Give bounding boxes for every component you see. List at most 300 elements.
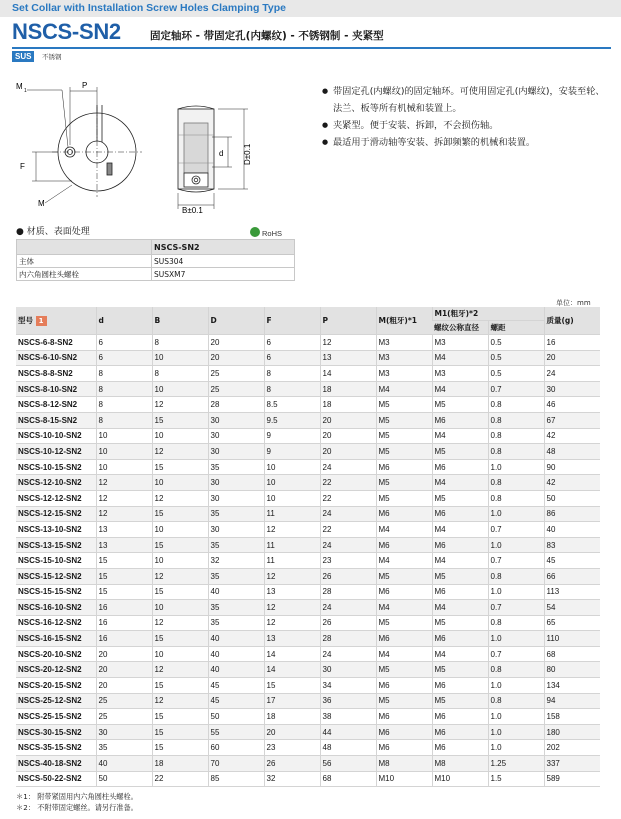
cell-m: M4 <box>376 553 432 569</box>
header-mass: 质量(g) <box>544 307 600 335</box>
cell-m: M3 <box>376 335 432 351</box>
cell-p: 24 <box>320 459 376 475</box>
cell-m: M10 <box>376 771 432 787</box>
table-row <box>16 693 600 709</box>
cell-m1-dia: M5 <box>432 662 488 678</box>
cell-f: 12 <box>264 568 320 584</box>
cell-m: M3 <box>376 350 432 366</box>
cell-d: 30 <box>96 724 152 740</box>
cell-p: 13 <box>320 350 376 366</box>
cell-m1-dia: M3 <box>432 366 488 382</box>
cell-f: 6 <box>264 350 320 366</box>
cell-d: 10 <box>96 444 152 460</box>
cell-mass: 42 <box>544 428 600 444</box>
cell-m1-dia: M6 <box>432 709 488 725</box>
header-p: P <box>320 307 376 335</box>
cell-model: NSCS-12-15-SN2 <box>16 506 96 522</box>
cell-d: 10 <box>96 459 152 475</box>
cell-model: NSCS-15-10-SN2 <box>16 553 96 569</box>
cell-D: 60 <box>208 740 264 756</box>
cell-b: 10 <box>152 475 208 491</box>
cell-D: 30 <box>208 428 264 444</box>
cell-p: 68 <box>320 771 376 787</box>
table-row <box>16 584 600 600</box>
table-row <box>16 490 600 506</box>
cell-m1-dia: M6 <box>432 412 488 428</box>
cell-d: 13 <box>96 522 152 538</box>
cell-m1-pitch: 0.8 <box>488 444 544 460</box>
label-d: d <box>219 149 224 158</box>
table-row <box>16 631 600 647</box>
cell-model: NSCS-12-10-SN2 <box>16 475 96 491</box>
cell-m1-pitch: 0.8 <box>488 412 544 428</box>
cell-m: M4 <box>376 646 432 662</box>
table-row <box>16 428 600 444</box>
header-D: D <box>208 307 264 335</box>
cell-m: M5 <box>376 412 432 428</box>
cell-m1-dia: M6 <box>432 584 488 600</box>
cell-D: 40 <box>208 631 264 647</box>
table-row <box>16 709 600 725</box>
material-row-value: SUS304 <box>152 255 295 268</box>
label-p: P <box>82 81 88 90</box>
cell-f: 14 <box>264 662 320 678</box>
cell-m1-pitch: 1.0 <box>488 709 544 725</box>
cell-model: NSCS-10-12-SN2 <box>16 444 96 460</box>
cell-b: 12 <box>152 615 208 631</box>
cell-m1-pitch: 1.0 <box>488 537 544 553</box>
cell-d: 12 <box>96 506 152 522</box>
feature-item: ● 最适用于滑动轴等安装、拆卸频繁的机械和装置。 <box>322 134 612 151</box>
cell-p: 14 <box>320 366 376 382</box>
cell-m: M5 <box>376 693 432 709</box>
cell-b: 15 <box>152 537 208 553</box>
header-m1-dia: 螺纹公称直径 <box>432 321 488 335</box>
cell-D: 35 <box>208 600 264 616</box>
cell-D: 32 <box>208 553 264 569</box>
cell-mass: 589 <box>544 771 600 787</box>
cell-m1-pitch: 0.8 <box>488 397 544 413</box>
cell-d: 8 <box>96 366 152 382</box>
label-m1: M <box>16 82 23 91</box>
cell-D: 28 <box>208 397 264 413</box>
cell-mass: 16 <box>544 335 600 351</box>
table-row <box>16 381 600 397</box>
title-rule <box>12 47 611 49</box>
cell-mass: 94 <box>544 693 600 709</box>
cell-model: NSCS-10-15-SN2 <box>16 459 96 475</box>
cell-m: M6 <box>376 740 432 756</box>
cell-model: NSCS-25-12-SN2 <box>16 693 96 709</box>
cell-d: 15 <box>96 553 152 569</box>
feature-list <box>322 83 612 151</box>
cell-m1-dia: M6 <box>432 740 488 756</box>
cell-b: 10 <box>152 646 208 662</box>
cell-m1-dia: M10 <box>432 771 488 787</box>
cell-m: M5 <box>376 662 432 678</box>
cell-m: M4 <box>376 600 432 616</box>
cell-m1-pitch: 0.8 <box>488 568 544 584</box>
table-row <box>16 600 600 616</box>
cell-m1-pitch: 1.0 <box>488 678 544 694</box>
cell-m: M4 <box>376 381 432 397</box>
cell-mass: 83 <box>544 537 600 553</box>
cell-m1-pitch: 0.8 <box>488 615 544 631</box>
cell-p: 56 <box>320 756 376 772</box>
cell-p: 20 <box>320 444 376 460</box>
cell-d: 40 <box>96 756 152 772</box>
cell-model: NSCS-50-22-SN2 <box>16 771 96 787</box>
cell-mass: 42 <box>544 475 600 491</box>
cell-f: 11 <box>264 553 320 569</box>
unit-label: 单位：mm <box>556 299 591 307</box>
cell-f: 8 <box>264 366 320 382</box>
cell-mass: 337 <box>544 756 600 772</box>
cell-p: 22 <box>320 475 376 491</box>
header-m <box>376 307 432 335</box>
cell-m1-dia: M4 <box>432 350 488 366</box>
cell-f: 32 <box>264 771 320 787</box>
cell-f: 14 <box>264 646 320 662</box>
cell-m: M8 <box>376 756 432 772</box>
cell-p: 12 <box>320 335 376 351</box>
cell-mass: 50 <box>544 490 600 506</box>
table-row <box>16 506 600 522</box>
cell-model: NSCS-35-15-SN2 <box>16 740 96 756</box>
cell-m1-dia: M6 <box>432 724 488 740</box>
label-d-outer: D±0.1 <box>243 143 252 165</box>
cell-p: 38 <box>320 709 376 725</box>
cell-f: 13 <box>264 631 320 647</box>
cell-p: 22 <box>320 522 376 538</box>
table-row <box>16 537 600 553</box>
cell-b: 12 <box>152 397 208 413</box>
cell-d: 6 <box>96 350 152 366</box>
cell-f: 17 <box>264 693 320 709</box>
product-subtitle: 固定轴环 - 带固定孔(内螺纹) - 不锈钢制 - 夹紧型 <box>150 30 384 42</box>
cell-b: 15 <box>152 412 208 428</box>
cell-mass: 24 <box>544 366 600 382</box>
cell-b: 12 <box>152 693 208 709</box>
cell-b: 8 <box>152 366 208 382</box>
cell-m: M5 <box>376 490 432 506</box>
header-m-note: *1 <box>407 316 417 325</box>
cell-m1-dia: M8 <box>432 756 488 772</box>
cell-model: NSCS-20-12-SN2 <box>16 662 96 678</box>
cell-m1-pitch: 1.0 <box>488 740 544 756</box>
cell-mass: 202 <box>544 740 600 756</box>
cell-model: NSCS-8-8-SN2 <box>16 366 96 382</box>
model-tag: 1 <box>36 316 47 326</box>
header-m1-note: *2 <box>469 309 479 318</box>
cell-mass: 66 <box>544 568 600 584</box>
cell-m1-dia: M4 <box>432 522 488 538</box>
spec-table-body <box>16 335 600 787</box>
cell-d: 6 <box>96 335 152 351</box>
cell-p: 30 <box>320 662 376 678</box>
cell-m1-pitch: 0.7 <box>488 553 544 569</box>
cell-model: NSCS-12-12-SN2 <box>16 490 96 506</box>
cell-b: 15 <box>152 740 208 756</box>
table-row <box>16 350 600 366</box>
cell-m1-dia: M4 <box>432 381 488 397</box>
cell-D: 30 <box>208 490 264 506</box>
cell-m: M6 <box>376 709 432 725</box>
cell-m1-dia: M4 <box>432 475 488 491</box>
feature-item: ● 带固定孔(内螺纹)的固定轴环。可使用固定孔(内螺纹)，安装至轮、法兰、板等所有机械和装置上。 <box>322 83 612 117</box>
cell-D: 30 <box>208 522 264 538</box>
cell-b: 10 <box>152 350 208 366</box>
table-row <box>16 335 600 351</box>
cell-model: NSCS-16-10-SN2 <box>16 600 96 616</box>
cell-b: 8 <box>152 335 208 351</box>
table-row <box>16 568 600 584</box>
cell-D: 20 <box>208 335 264 351</box>
header-m1-text: M1(粗牙) <box>434 309 470 318</box>
material-row-value: SUSXM7 <box>152 268 295 281</box>
cell-m1-pitch: 0.8 <box>488 662 544 678</box>
cell-m1-dia: M4 <box>432 553 488 569</box>
cell-d: 15 <box>96 584 152 600</box>
cell-f: 11 <box>264 537 320 553</box>
cell-d: 12 <box>96 475 152 491</box>
cell-d: 20 <box>96 678 152 694</box>
cell-mass: 68 <box>544 646 600 662</box>
cell-m1-dia: M4 <box>432 646 488 662</box>
cell-m: M6 <box>376 584 432 600</box>
cell-p: 23 <box>320 553 376 569</box>
cell-mass: 54 <box>544 600 600 616</box>
cell-p: 26 <box>320 568 376 584</box>
cell-f: 9 <box>264 444 320 460</box>
cell-f: 13 <box>264 584 320 600</box>
cell-b: 15 <box>152 506 208 522</box>
material-row-label: 主体 <box>17 255 152 268</box>
table-row <box>16 615 600 631</box>
cell-b: 15 <box>152 631 208 647</box>
cell-f: 12 <box>264 522 320 538</box>
cell-D: 45 <box>208 693 264 709</box>
table-row <box>16 724 600 740</box>
cell-D: 35 <box>208 615 264 631</box>
cell-m1-pitch: 0.8 <box>488 475 544 491</box>
cell-m1-pitch: 1.25 <box>488 756 544 772</box>
rohs-label: RoHS <box>262 229 283 238</box>
cell-mass: 113 <box>544 584 600 600</box>
cell-d: 8 <box>96 397 152 413</box>
table-row <box>16 366 600 382</box>
cell-f: 8.5 <box>264 397 320 413</box>
cell-d: 10 <box>96 428 152 444</box>
cell-d: 50 <box>96 771 152 787</box>
cell-f: 9.5 <box>264 412 320 428</box>
cell-m1-dia: M6 <box>432 537 488 553</box>
cell-m1-pitch: 0.7 <box>488 600 544 616</box>
table-row <box>16 646 600 662</box>
cell-model: NSCS-16-12-SN2 <box>16 615 96 631</box>
cell-d: 8 <box>96 381 152 397</box>
cell-model: NSCS-6-10-SN2 <box>16 350 96 366</box>
cell-m: M6 <box>376 537 432 553</box>
cell-mass: 48 <box>544 444 600 460</box>
cell-D: 30 <box>208 412 264 428</box>
cell-D: 35 <box>208 568 264 584</box>
cell-f: 10 <box>264 490 320 506</box>
cell-b: 12 <box>152 568 208 584</box>
cell-m1-pitch: 1.0 <box>488 724 544 740</box>
cell-p: 44 <box>320 724 376 740</box>
cell-model: NSCS-30-15-SN2 <box>16 724 96 740</box>
cell-b: 10 <box>152 600 208 616</box>
cell-model: NSCS-16-15-SN2 <box>16 631 96 647</box>
cell-f: 20 <box>264 724 320 740</box>
table-row <box>16 397 600 413</box>
cell-b: 12 <box>152 490 208 506</box>
cell-p: 48 <box>320 740 376 756</box>
cell-mass: 45 <box>544 553 600 569</box>
header-model-text: 型号 <box>18 316 33 325</box>
cell-D: 30 <box>208 444 264 460</box>
materials-table <box>16 239 295 281</box>
spec-table <box>16 307 600 787</box>
cell-d: 13 <box>96 537 152 553</box>
cell-f: 18 <box>264 709 320 725</box>
header-f: F <box>264 307 320 335</box>
cell-f: 6 <box>264 335 320 351</box>
footnote: ＊1： 附带紧固用内六角圆柱头螺栓。 <box>16 792 138 801</box>
cell-mass: 134 <box>544 678 600 694</box>
cell-f: 26 <box>264 756 320 772</box>
cell-p: 20 <box>320 428 376 444</box>
cell-p: 18 <box>320 397 376 413</box>
cell-D: 40 <box>208 662 264 678</box>
cell-m: M6 <box>376 459 432 475</box>
cell-f: 9 <box>264 428 320 444</box>
cell-m1-pitch: 0.7 <box>488 522 544 538</box>
table-row <box>16 662 600 678</box>
cell-m1-dia: M5 <box>432 615 488 631</box>
cell-mass: 80 <box>544 662 600 678</box>
cell-m: M5 <box>376 444 432 460</box>
cell-p: 26 <box>320 615 376 631</box>
cell-mass: 67 <box>544 412 600 428</box>
cell-m1-dia: M5 <box>432 693 488 709</box>
cell-b: 10 <box>152 553 208 569</box>
cell-m1-dia: M5 <box>432 490 488 506</box>
cell-mass: 46 <box>544 397 600 413</box>
cell-d: 25 <box>96 709 152 725</box>
material-row-label: 内六角圆柱头螺栓 <box>17 268 152 281</box>
cell-b: 10 <box>152 381 208 397</box>
cell-d: 8 <box>96 412 152 428</box>
cell-m1-dia: M4 <box>432 600 488 616</box>
header-d: d <box>96 307 152 335</box>
cell-m1-pitch: 0.5 <box>488 335 544 351</box>
cell-m: M6 <box>376 678 432 694</box>
cell-m1-dia: M6 <box>432 459 488 475</box>
table-row <box>16 740 600 756</box>
cell-D: 40 <box>208 584 264 600</box>
cell-b: 15 <box>152 678 208 694</box>
material-badge: SUS <box>12 51 34 62</box>
cell-m1-pitch: 0.8 <box>488 693 544 709</box>
cell-p: 24 <box>320 646 376 662</box>
cell-p: 28 <box>320 631 376 647</box>
cell-m1-pitch: 1.0 <box>488 631 544 647</box>
cell-D: 70 <box>208 756 264 772</box>
cell-m1-pitch: 0.5 <box>488 366 544 382</box>
cell-mass: 86 <box>544 506 600 522</box>
cell-d: 35 <box>96 740 152 756</box>
header-model <box>16 307 96 335</box>
footnotes <box>16 791 138 813</box>
cell-m1-dia: M6 <box>432 506 488 522</box>
cell-b: 15 <box>152 709 208 725</box>
label-m1-sub: 1 <box>24 88 27 94</box>
cell-m1-dia: M4 <box>432 428 488 444</box>
cell-f: 10 <box>264 475 320 491</box>
cell-mass: 158 <box>544 709 600 725</box>
cell-model: NSCS-40-18-SN2 <box>16 756 96 772</box>
cell-b: 15 <box>152 459 208 475</box>
cell-f: 15 <box>264 678 320 694</box>
cell-m1-pitch: 1.0 <box>488 459 544 475</box>
cell-model: NSCS-20-15-SN2 <box>16 678 96 694</box>
cell-mass: 20 <box>544 350 600 366</box>
cell-b: 15 <box>152 724 208 740</box>
cell-p: 34 <box>320 678 376 694</box>
cell-d: 16 <box>96 600 152 616</box>
cell-m1-dia: M5 <box>432 444 488 460</box>
rohs-leaf-icon <box>250 227 260 237</box>
cell-p: 28 <box>320 584 376 600</box>
cell-model: NSCS-15-12-SN2 <box>16 568 96 584</box>
cell-m1-pitch: 1.0 <box>488 584 544 600</box>
cell-m: M5 <box>376 428 432 444</box>
cell-m1-pitch: 0.8 <box>488 428 544 444</box>
cell-mass: 40 <box>544 522 600 538</box>
cell-d: 15 <box>96 568 152 584</box>
side-view <box>178 106 248 209</box>
table-row <box>16 475 600 491</box>
table-row <box>16 444 600 460</box>
cell-m1-pitch: 0.8 <box>488 490 544 506</box>
cell-D: 45 <box>208 678 264 694</box>
cell-D: 20 <box>208 350 264 366</box>
cell-D: 55 <box>208 724 264 740</box>
cell-b: 12 <box>152 662 208 678</box>
cell-b: 10 <box>152 428 208 444</box>
cell-m1-pitch: 1.0 <box>488 506 544 522</box>
cell-p: 20 <box>320 412 376 428</box>
cell-mass: 65 <box>544 615 600 631</box>
cell-b: 18 <box>152 756 208 772</box>
english-title: Set Collar with Installation Screw Holes Clamping Type <box>0 0 621 17</box>
cell-m: M6 <box>376 631 432 647</box>
cell-p: 24 <box>320 600 376 616</box>
feature-item: ● 夹紧型。便于安装、拆卸，不会损伤轴。 <box>322 117 612 134</box>
cell-model: NSCS-6-8-SN2 <box>16 335 96 351</box>
table-row <box>16 412 600 428</box>
cell-m1-pitch: 0.7 <box>488 646 544 662</box>
cell-m1-dia: M5 <box>432 397 488 413</box>
material-badge-sub: 不锈钢 <box>42 53 62 61</box>
cell-model: NSCS-8-12-SN2 <box>16 397 96 413</box>
materials-title: ● 材质、表面处理 <box>16 227 90 237</box>
cell-m1-dia: M3 <box>432 335 488 351</box>
cell-f: 12 <box>264 615 320 631</box>
cell-m1-pitch: 1.5 <box>488 771 544 787</box>
